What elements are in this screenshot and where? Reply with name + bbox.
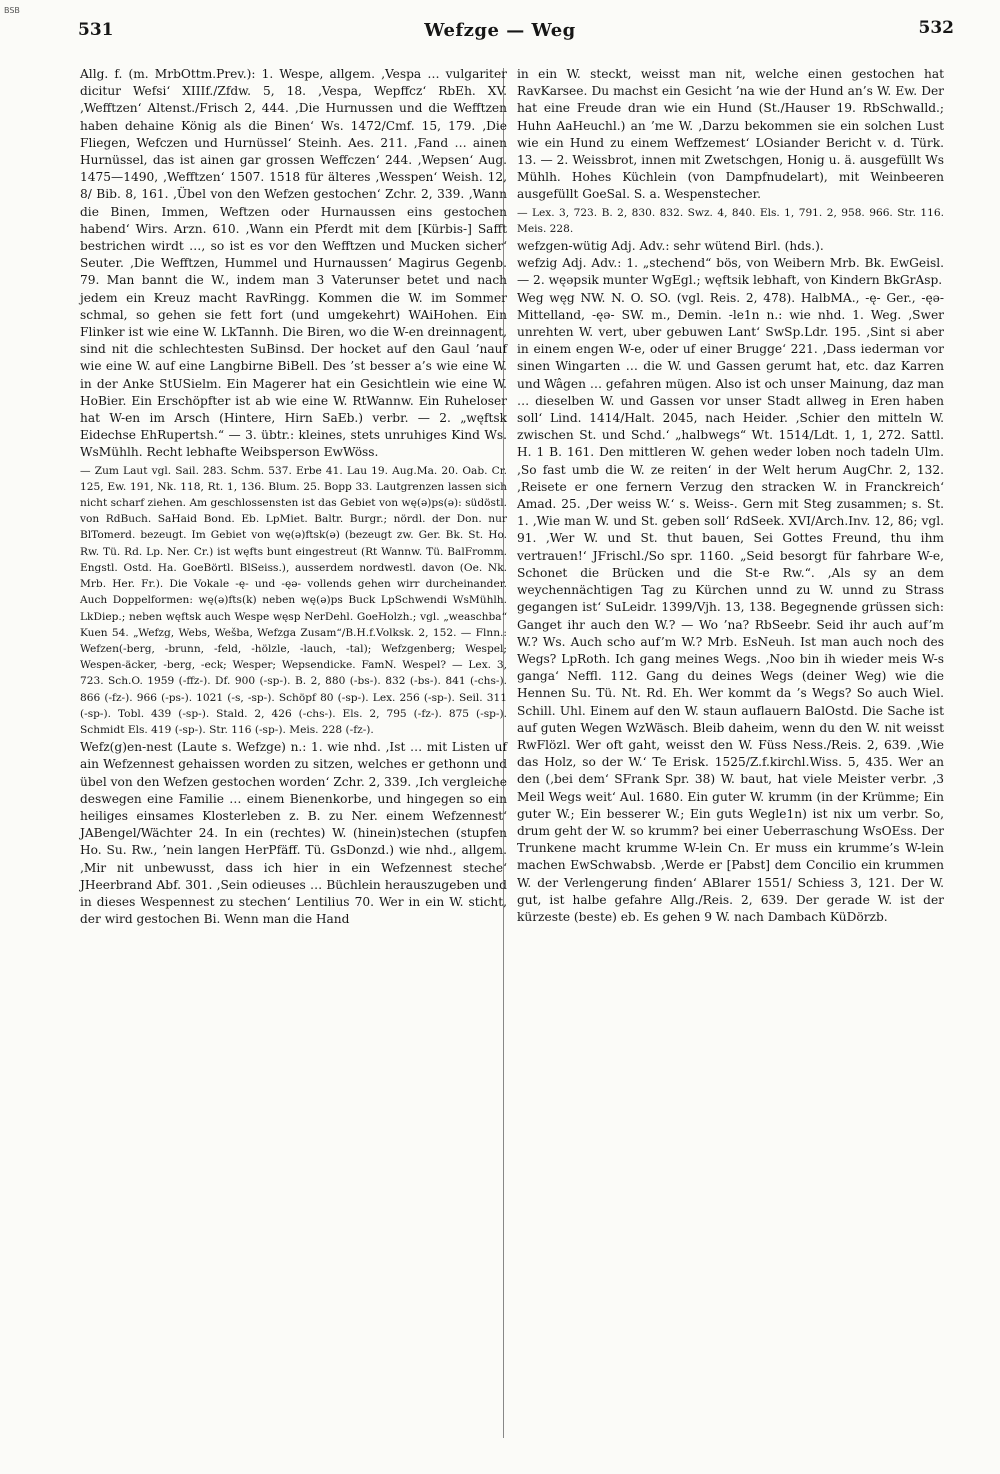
entry-wefzig: wefzig Adj. Adv.: 1. „stechend“ bös, von Weibern Mrb. Bk. EwGeisl. — 2. węəpsik munter WgEgl.; węftsik lebhaft, von Kindern BkGrAsp. [517, 256, 944, 288]
entry-wefzge-text: Allg. f. (m. MrbOttm.Prev.): 1. Wespe, allgem. ‚Vespa … vulgariter dicitur Wefsi‘ XIIIf./Zfdw. 5, 18. ‚Vespa, Wepffcz‘ RbEh. XV. ‚Wefftzen‘ Altenst./Frisch 2, 444. ‚Die Hurnussen und die Wefftzen haben dehaine König als die Binen‘ Ws. 1472/Cmf. 15, 179. ‚Die Fliegen, Wefczen und Hurnüssel‘ Steinh. Aes. 211. ‚Fand … ainen Hurnüssel, das ist ainen gar grossen Weffczen‘ 244. ‚Wepsen‘ Aug. 1475—1490, ‚Wefftzen‘ 1507. 1518 für älteres ‚Wesspen‘ Weish. 12, 8/ Bib. 8, 161. ‚Übel von den Wefzen gestochen‘ Zchr. 2, 339. ‚Wann die Binen, Immen, Weftzen oder Hurnaussen eins gestochen habend‘ Wirs. Arzn. 610. ‚Wann ein Pferdt mit dem [Kürbis-] Safft bestrichen wirdt …, so ist es vor den Wefftzen und Mucken sicher‘ Seuter. ‚Die Wefftzen, Hummel und Hurnaussen‘ Magirus Gegenb. 79. Man bannt die W., indem man 3 Vaterunser betet und nach jedem ein Kreuz macht RavRingg. Kommen die W. im Sommer schmal, so gehen sie fett fort (und umgekehrt) WAiHohen. Ein Flinker ist wie eine W. LkTannh. Die Biren, wo die W-en dreinnagent, sind nit die schlechtesten SuBinsd. Der hocket auf den Gaul ’nauf wie eine W. auf eine Langbirne BiBell. Des ’st besser a’s wie eine W. in der Anke StUSielm. Ein Magerer hat ein Gesichtlein wie eine W. HoBier. Ein Erschöpfter ist ab wie eine W. RtWannw. Ein Ruheloser hat W-en im Arsch (Hintere, Hirn SaEb.) verbr. — 2. „węftsk Eidechse EhRupertsh.“ — 3. übtr.: kleines, stets unruhiges Kind Ws. WsMühlh. Recht lebhafte Weibsperson EwWöss. [80, 67, 507, 460]
page-number-right: 532 [918, 18, 954, 38]
entry-wefzgennest: Wefz(g)en-nest (Laute s. Wefzge) n.: 1. wie nhd. ‚Ist … mit Listen uf ain Wefzennest gehaissen worden zu sitzen, welches er gethonn und übel von den Wefzen gestochen worden‘ Zchr. 2, 339. ‚Ich vergleiche deswegen eine Familie … einem Bienenkorbe, und hingegen so ein heiliges einsames Klosterleben z. B. zu Ner. einem Wefzennest‘ JABengel/Wächter 24. In ein (rechtes) W. (hinein)stechen (stupfen Ho. Su. Rw., ’nein langen HerPfäff. Tü. GsDonzd.) wie nhd., allgem. ‚Mir nit unbewusst, dass ich hier in ein Wefzennest steche‘ JHeerbrand Abf. 301. ‚Sein odieuses … Büchlein herauszugeben und in dieses Wespennest zu stechen‘ Lentilius 70. Wer in ein W. sticht, der wird gestochen Bi. Wenn man die Hand [80, 740, 508, 927]
page-header [0, 0, 1000, 50]
entry-wefzgenwuetig: wefzgen-wütig Adj. Adv.: sehr wütend Birl. (hds.). [517, 239, 824, 254]
page-number-left: 531 [78, 20, 114, 40]
entry-wefzgennest-continued: in ein W. steckt, weisst man nit, welche einen gestochen hat RavKarsee. Du machst ein Gesicht ’na wie der Hund an’s W. Ew. Der hat eine Freude dran wie ein Hund (St./Hauser 19. RbSchwalld.; Huhn AaHeuchl.) an ’me W. ‚Darzu bekommen sie ein solchen Lust wie ein Hund zu einem Weffzemest‘ LOsiander Bericht v. d. Türk. 13. — 2. Weissbrot, innen mit Zwetschgen, Honig u. ä. ausgefüllt Ws Mühlh. Hohes Küchlein (von Dampfnudelart), mit Weinbeeren ausgefüllt GoeSal. S. a. Wespenstecher. [517, 67, 944, 202]
running-head: Wefzge — Weg [424, 20, 576, 41]
entry-wefzgennest-notes: — Lex. 3, 723. B. 2, 830. 832. Swz. 4, 840. Els. 1, 791. 2, 958. 966. Str. 116. Meis. 228. [517, 206, 944, 235]
right-column [517, 66, 944, 926]
entry-weg: Weg węg NW. N. O. SO. (vgl. Reis. 2, 478). HalbMA., -ę- Ger., -ęə- Mittelland, -ęə- SW. m., Demin. -le1n n.: wie nhd. 1. Weg. ‚Swer unrehten W. vert, uber gebuwen Lant‘ SwSp.Ldr. 195. ‚Sint si aber in einem engen W-e, oder uf einer Brugge‘ 221. ‚Dass iederman vor sinen Wingarten … die W. und Gassen gerumt hat, etc. daz Karren und Wâgen … gefahren mügen. Also ist och unser Mainung, daz man … dieselben W. und Gassen vor unser Stadt allweg in Eren haben soll‘ Lind. 1414/Halt. 2045, nach Heider. ‚Schier den mitteln W. zwischen St. und Schd.‘ „halbwegs“ Wt. 1514/Ldt. 1, 1, 272. Sattl. H. 1 B. 161. Den mittleren W. gehen weder loben noch tadeln Ulm. ‚So fast umb die W. ze reiten‘ in der Welt herum AugChr. 2, 132. ‚Reisete er one fernern Verzug den stracken W. in Franckreich‘ Amad. 25. ‚Der weiss W.‘ s. Weiss-. Gern mit Steg zusammen; s. St. 1. ‚Wie man W. und St. geben soll‘ RdSeek. XVI/Arch.Inv. 12, 86; vgl. 91. ‚Wer W. und St. thut bauen, Sei Gottes Freund, thu ihm vertrauen!‘ JFrischl./So spr. 1160. „Seid besorgt für fahrbare W-e, Schonet die Brücken und die St-e Rw.“. ‚Als sy an dem weychennächtigen Tag zu Kürchen unnd zu W. unnd zu Strass gegangen ist‘ SuLeidr. 1399/Vjh. 13, 138. Begegnende grüssen sich: Ganget ihr auch den W.? — Wo ’na? RbSeebr. Seid ihr auch auf’m W.? Ws. Auch scho auf’m W.? Mrb. EsNeuh. Ist man auch noch des Wegs? LpRoth. Ich gang meines Wegs. ‚Noo bin ih wieder meis W-s ganga‘ Neffl. 112. Gang du deines Wegs (deiner Weg) wie die Hennen Su. Tü. Nt. Rd. Eh. Wer kommt da ’s Wegs? So auch Wiel. Schill. Uhl. Einem auf den W. staun auflauern BalOstd. Die Sache ist auf guten Wegen WzWäsch. Bleib daheim, wenn du den W. nit weisst RwFlözl. Wer oft gaht, weisst den W. Füss Ness./Reis. 2, 639. ‚Wie das Holz, so der W.‘ Te Erisk. 1525/Z.f.kirchl.Wiss. 5, 435. Wer an den (‚bei dem‘ SFrank Spr. 38) W. baut, hat viele Meister verbr. ‚3 Meil Wegs weit‘ Aul. 1680. Ein guter W. krumm (in der Krümme; Ein guter W.; Ein besserer W.; Ein guts Wegle1n) ist nix um verbr. So, drum geht der W. so krumm? bei einer Ueberraschung WsOEss. Der Trunkene macht krumme W-lein Cn. Er muss ein krumme’s W-lein machen EwSchwabsb. ‚Werde er [Pabst] dem Concilio ein krummen W. der Verlengerung finden‘ ABlarer 1551/ Schiess 3, 121. Der W. gut, ist halbe gefahre Allg./Reis. 2, 639. Der gerade W. ist der kürzeste (beste) eb. Es gehen 9 W. nach Dambach KüDörzb. [517, 290, 944, 924]
left-column [80, 66, 507, 928]
library-stamp: BSB [4, 6, 20, 15]
entry-wefzge-notes: — Zum Laut vgl. Sail. 283. Schm. 537. Erbe 41. Lau 19. Aug.Ma. 20. Oab. Cr. 125, Ew. 191, Nk. 118, Rt. 1, 136. Blum. 25. Bopp 33. Lautgrenzen lassen sich nicht scharf ziehen. Am geschlossensten ist das Gebiet von wę(ə)ps(ə): südöstl. von RdBuch. SaHaid Bond. Eb. LpMiet. Baltr. Burgr.; nördl. der Don. nur BlTomerd. bezeugt. Im Gebiet von wę(ə)ftsk(ə) (bezeugt zw. Ger. Bk. St. Ho. Rw. Tü. Rd. Lp. Ner. Cr.) ist węfts bunt eingestreut (Rt Wannw. Tü. BalFromm. Engstl. Ostd. Ha. GoeBörtl. BlSeiss.), ausserdem nordwestl. davon (Oe. Nk. Mrb. Her. Fr.). Die Vokale -ę- und -ęə- vollends gehen wirr durcheinander. Auch Doppelformen: wę(ə)fts(k) neben wę(ə)ps Buck LpSchwendi WsMühlh. LkDiep.; neben węftsk auch Wespe węsp NerDehl. GoeHolzh.; vgl. „weaschba“ Kuen 54. „Wefzg, Webs, Wešba, Wefzga Zusam“/B.H.f.Volksk. 2, 152. — Flnn.: Wefzen(-berg, -brunn, -feld, -hölzle, -lauch, -tal); Wefzgenberg; Wespel; Wespen-äcker, -berg, -eck; Wesper; Wepsendicke. FamN. Wespel? — Lex. 3, 723. Sch.O. 1959 (-ffz-). Df. 900 (-sp-). B. 2, 880 (-bs-). 832 (-bs-). 841 (-chs-). 866 (-fz-). 966 (-ps-). 1021 (-s, -sp-). Schöpf 80 (-sp-). Lex. 256 (-sp-). Seil. 311 (-sp-). Tobl. 439 (-sp-). Stald. 2, 426 (-chs-). Els. 2, 795 (-fz-). 875 (-sp-). Schmidt Els. 419 (-sp-). Str. 116 (-sp-). Meis. 228 (-fz-). [80, 464, 507, 736]
